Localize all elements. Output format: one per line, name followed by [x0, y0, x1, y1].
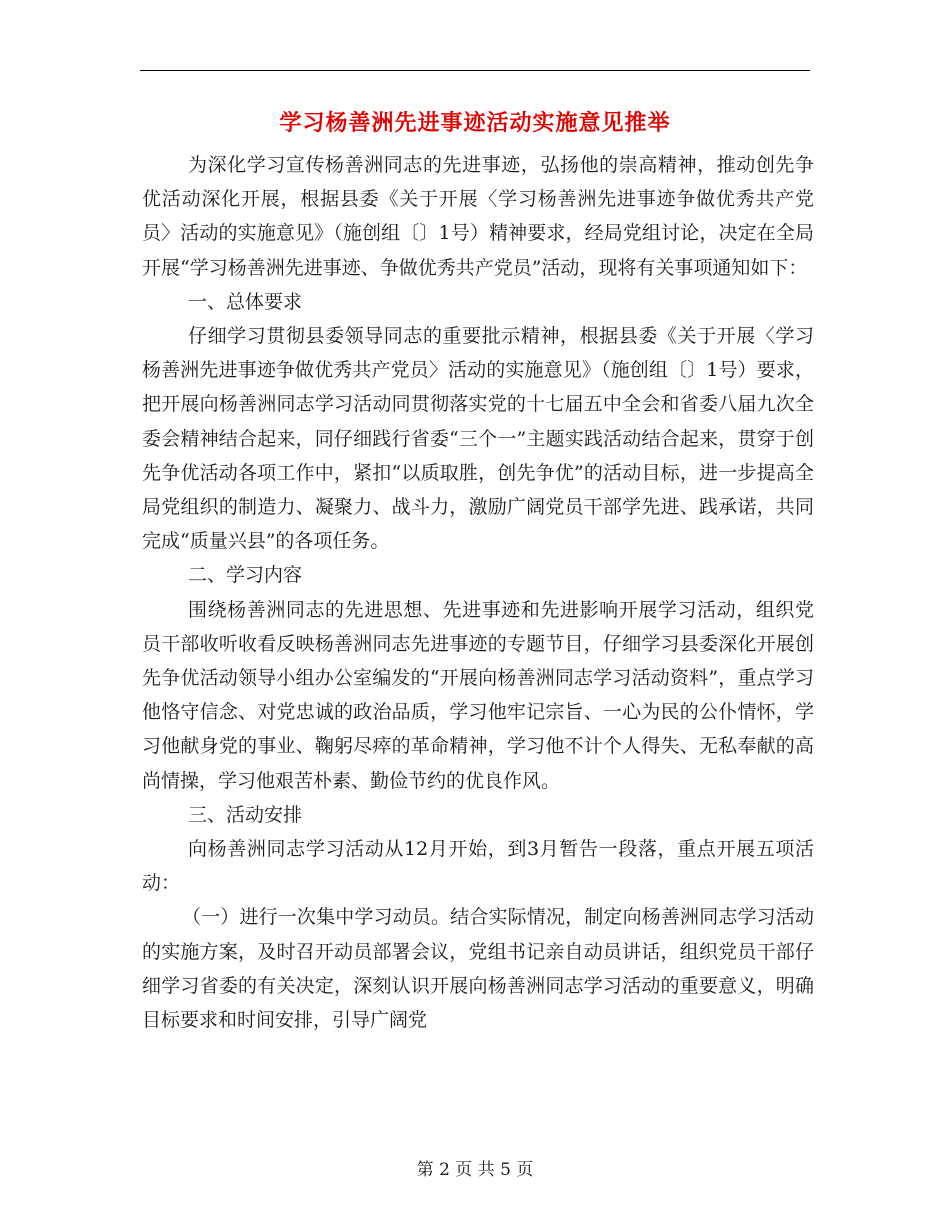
study-content-paragraph: 围绕杨善洲同志的先进思想、先进事迹和先进影响开展学习活动，组织党员干部收听收看反映杨善洲同志先进事迹的专题节目，仔细学习县委深化开展创先争优活动领导小组办公室编发的“开展向杨善洲同志学习活动资料”，重点学习他恪守信念、对党忠诚的政治品质，学习他牢记宗旨、一心为民的公仆情怀，学习他献身党的事业、鞠躬尽瘁的革命精神，学习他不计个人得失、无私奉献的高尚情操，学习他艰苦朴素、勤俭节约的优良作风。: [142, 598, 814, 792]
section-heading-activity-arrangement: 三、活动安排: [188, 803, 303, 826]
activity-item-1: （一）进行一次集中学习动员。结合实际情况，制定向杨善洲同志学习活动的实施方案，及时召开动员部署会议，党组书记亲自动员讲话，组织党员干部仔细学习省委的有关决定，深刻认识开展向杨善洲同志学习活动的重要意义，明确目标要求和时间安排，引导广阔党: [142, 906, 814, 1032]
page-number-footer: 第 2 页 共 5 页: [416, 1160, 534, 1180]
activity-arrangement-paragraph: 向杨善洲同志学习活动从12月开始，到3月暂告一段落，重点开展五项活动：: [142, 838, 814, 895]
document-title: 学习杨善洲先进事迹活动实施意见推举: [279, 110, 671, 136]
intro-paragraph: 为深化学习宣传杨善洲同志的先进事迹，弘扬他的崇高精神，推动创先争优活动深化开展，根据县委《关于开展〈学习杨善洲先进事迹争做优秀共产党员〉活动的实施意见》（施创组〔〕1号）精神要求，经局党组讨论，决定在全局开展“学习杨善洲先进事迹、争做优秀共产党员”活动，现将有关事项通知如下：: [142, 154, 814, 279]
general-requirements-paragraph: 仔细学习贯彻县委领导同志的重要批示精神，根据县委《关于开展〈学习杨善洲先进事迹争做优秀共产党员〉活动的实施意见》（施创组〔〕1号）要求，把开展向杨善洲同志学习活动同贯彻落实党的十七届五中全会和省委八届九次全委会精神结合起来，同仔细践行省委“三个一”主题实践活动结合起来，贯穿于创先争优活动各项工作中，紧扣“以质取胜，创先争优”的活动目标，进一步提高全局党组织的制造力、凝聚力、战斗力，激励广阔党员干部学先进、践承诺，共同完成“质量兴县”的各项任务。: [142, 325, 814, 553]
document-body: [142, 148, 814, 1037]
section-heading-study-content: 二、学习内容: [188, 564, 303, 587]
header-rule: [140, 70, 810, 71]
section-heading-general-requirements: 一、总体要求: [188, 290, 303, 313]
